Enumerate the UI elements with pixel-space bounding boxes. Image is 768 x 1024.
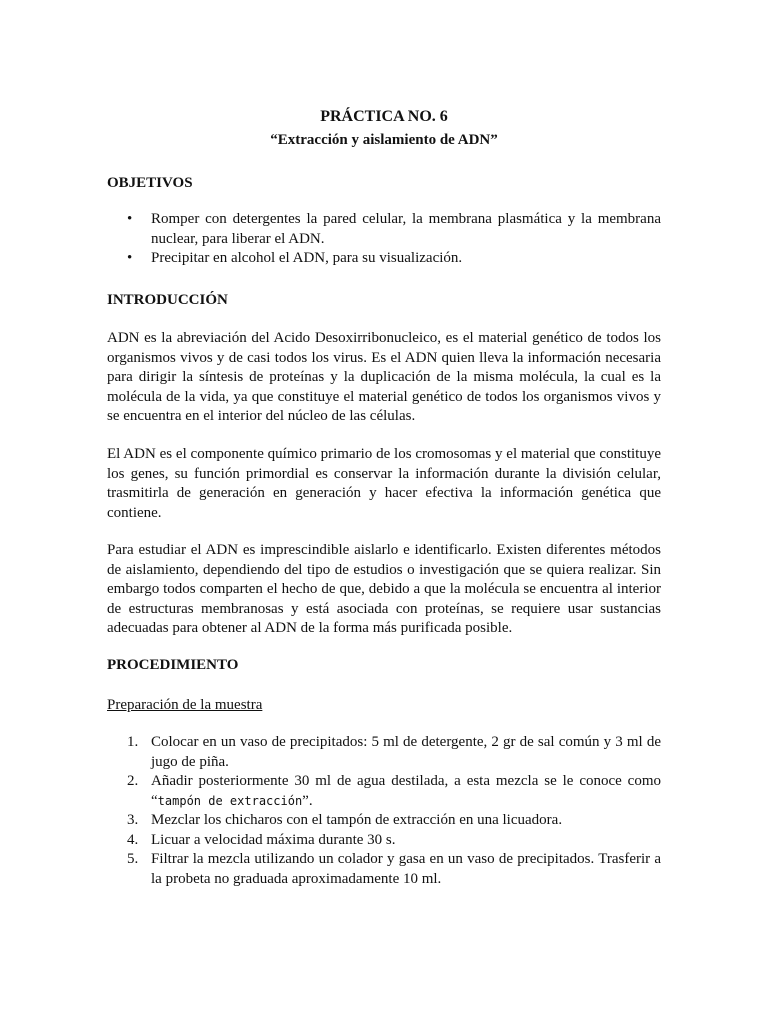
list-item xyxy=(107,249,661,269)
list-item xyxy=(107,733,661,772)
step-number: 4. xyxy=(127,831,139,848)
subsection-heading: Preparación de la muestra xyxy=(107,697,263,713)
objective-text: Romper con detergentes la pared celular, la membrana plasmática y la membrana nuclear, para liberar el ADN. xyxy=(151,211,661,247)
objective-text: Precipitar en alcohol el ADN, para su visualización. xyxy=(151,250,463,266)
page-subtitle: “Extracción y aislamiento de ADN” xyxy=(270,132,498,148)
objectives-list xyxy=(107,210,661,269)
list-item xyxy=(107,811,661,831)
step-number: 3. xyxy=(127,812,139,828)
bullet-icon: • xyxy=(127,211,133,227)
intro-paragraph-3 xyxy=(107,541,661,639)
paragraph-text: Para estudiar el ADN es imprescindible aislarlo e identificarlo. Existen diferentes métodos de aislamiento, dependiendo del tipo de estudios o investigación que se quiera realizar. Sin embargo todos comparten el hecho de que, debido a que la molécula se encuentra al interior de estructuras membranosas y está asociada con proteínas, se requiere usar sustancias adecuadas para obtener al ADN de la forma más purificada posible. xyxy=(107,542,661,636)
section-heading-procedimiento: PROCEDIMIENTO xyxy=(107,657,239,673)
intro-paragraph-1 xyxy=(107,329,661,427)
step-text-term: tampón de extracción xyxy=(157,793,303,808)
procedure-steps-list xyxy=(107,733,661,889)
intro-paragraph-2 xyxy=(107,445,661,523)
step-text: Licuar a velocidad máxima durante 30 s. xyxy=(151,831,396,848)
list-item xyxy=(107,850,661,889)
step-text: Filtrar la mezcla utilizando un colador y gasa en un vaso de precipitados. Trasferir a la probeta no graduada aproximadamente 10 ml. xyxy=(151,851,661,887)
page-title: PRÁCTICA NO. 6 xyxy=(320,108,448,125)
step-number: 5. xyxy=(127,851,139,867)
step-number: 1. xyxy=(127,734,139,750)
list-item xyxy=(107,772,661,811)
step-text-end: ”. xyxy=(302,792,313,809)
section-heading-introduccion: INTRODUCCIÓN xyxy=(107,292,228,308)
step-text: Añadir posteriormente 30 ml de agua destilada, a esta mezcla se le conoce como “ xyxy=(151,773,661,809)
step-text: Colocar en un vaso de precipitados: 5 ml de detergente, 2 gr de sal común y 3 ml de jugo de piña. xyxy=(151,734,661,770)
list-item xyxy=(107,831,661,851)
section-heading-objetivos: OBJETIVOS xyxy=(107,175,193,191)
list-item xyxy=(107,210,661,249)
bullet-icon: • xyxy=(127,250,133,266)
paragraph-text: El ADN es el componente químico primario de los cromosomas y el material que constituye los genes, su función primordial es conservar la información durante la división celular, trasmitirla de generación en generación y hacer efectiva la información genética que contiene. xyxy=(107,446,661,521)
paragraph-text: ADN es la abreviación del Acido Desoxirribonucleico, es el material genético de todos los organismos vivos y de casi todos los virus. Es el ADN quien lleva la información necesaria para dirigir la síntesis de proteínas y la duplicación de la misma molécula, la cual es la molécula de la vida, ya que constituye el material genético de todos los organismos vivos y se encuentra en el interior del núcleo de las células. xyxy=(107,330,661,424)
step-text: Mezclar los chicharos con el tampón de extracción en una licuadora. xyxy=(151,812,563,828)
step-number: 2. xyxy=(127,773,139,789)
